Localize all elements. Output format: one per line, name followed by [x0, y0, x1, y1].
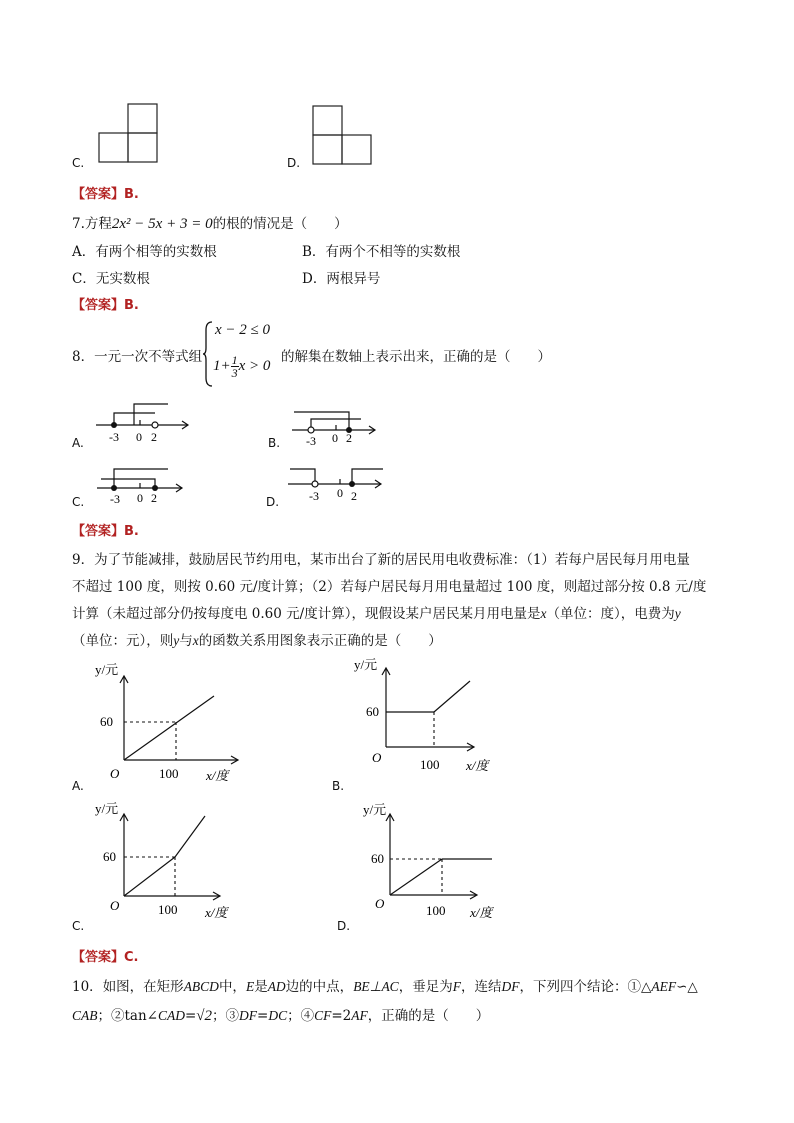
q6-answer: [72, 183, 139, 202]
q8-stem-prefix: 一元一次不等式组: [94, 349, 203, 365]
answer-tag: 【答案】: [72, 187, 125, 202]
q8-option-a-numberline: [92, 400, 192, 446]
q9-var-y: y: [173, 633, 180, 648]
q7-number: 7.: [72, 216, 85, 232]
text: ，垂足为: [398, 979, 453, 995]
q7-stem-prefix: 方程: [84, 216, 112, 232]
y-axis-label: y/元: [95, 662, 119, 677]
origin-label: O: [110, 898, 120, 913]
q9-graph-d: [357, 800, 507, 924]
text: ，下列四个结论：①△: [519, 979, 652, 995]
q8-stem-left: [72, 345, 202, 365]
q8-number: 8．: [72, 349, 95, 365]
y-value-label: 60: [366, 704, 379, 719]
math-var: DF: [239, 1008, 258, 1023]
origin-label: O: [372, 750, 382, 765]
q10-line-1: [72, 975, 698, 995]
math-var: BE⊥AC: [353, 979, 399, 994]
text: ；③: [212, 1008, 240, 1024]
q9-line-4-suffix: 的函数关系用图象表示正确的是（ ）: [198, 633, 442, 649]
q8-inequality-2: [213, 354, 270, 379]
math-var: E: [245, 979, 255, 994]
y-axis-label: y/元: [354, 657, 378, 672]
origin-label: O: [110, 766, 120, 781]
answer-tag: 【答案】: [72, 524, 125, 539]
y-axis-label: y/元: [95, 801, 119, 816]
text: 是: [254, 979, 268, 995]
tick-label: -3: [109, 430, 119, 444]
y-axis-label: y/元: [363, 802, 387, 817]
tick-label: 0: [332, 431, 338, 445]
tick-label: 2: [346, 431, 352, 445]
q7-option-c: C．无实数根: [72, 271, 150, 287]
q8-option-b-label: B.: [268, 436, 281, 450]
tick-label: 2: [151, 491, 157, 505]
q8-ineq2-left: 1+: [213, 357, 231, 374]
q9-line-4: [72, 629, 442, 649]
q8-option-c-numberline: [94, 462, 188, 508]
q10-line-2: [72, 1004, 489, 1025]
q9-line-3-prefix: 计算（未超过部分仍按每度电 0.60 元/度计算），现假设某户居民某月用电量是: [72, 606, 541, 622]
answer-value: B.: [124, 187, 139, 202]
text: ；④: [287, 1008, 315, 1024]
text: =: [257, 1008, 269, 1024]
q8-fraction: [231, 354, 239, 379]
x-value-label: 100: [158, 902, 178, 917]
math-var: CAD: [157, 1008, 185, 1023]
y-value-label: 60: [103, 849, 116, 864]
fraction-denominator: 3: [231, 366, 238, 380]
text: 边的中点，: [285, 979, 354, 995]
q9-line-3: [72, 602, 681, 622]
q6-option-c-figure: [96, 103, 160, 163]
q8-option-a-label: A.: [72, 436, 84, 450]
q9-number: 9．: [72, 552, 95, 568]
q9-line-1-text: 为了节能减排，鼓励居民节约用电，某市出台了新的居民用电收费标准：（1）若每户居民每月用电量: [94, 552, 690, 568]
text: ，连结: [460, 979, 502, 995]
math-var: F: [452, 979, 461, 994]
q9-graph-b: [350, 656, 500, 776]
y-value-label: 60: [100, 714, 113, 729]
q8-option-d-label: D.: [266, 495, 280, 509]
q7-option-d: D．两根异号: [302, 271, 381, 287]
tick-label: 0: [337, 486, 343, 500]
text: ∽△: [676, 979, 698, 995]
x-value-label: 100: [426, 903, 446, 918]
answer-value: B.: [124, 298, 139, 313]
q9-line-4-with: 与: [179, 633, 193, 649]
tick-label: 0: [136, 430, 142, 444]
q6-option-d-label: D.: [287, 156, 301, 170]
math-var: DC: [268, 1008, 288, 1023]
q7-answer: [72, 294, 139, 313]
text: =: [184, 1008, 197, 1024]
q8-answer: [72, 520, 139, 539]
tick-label: -3: [110, 492, 120, 506]
q7-option-b: B．有两个不相等的实数根: [302, 244, 461, 260]
q9-var-y: y: [674, 606, 681, 621]
math-var: CF: [314, 1008, 332, 1023]
q8-option-d-numberline: [285, 464, 387, 510]
q8-option-b-numberline: [289, 404, 381, 450]
answer-tag: 【答案】: [72, 298, 125, 313]
q7-stem: [72, 212, 348, 233]
q7-stem-suffix: 的根的情况是（ ）: [212, 216, 348, 232]
q8-option-c-label: C.: [72, 495, 85, 509]
text: 如图，在矩形: [102, 979, 184, 995]
x-axis-label: x/度: [470, 905, 493, 920]
text: ，正确的是（ ）: [367, 1008, 490, 1024]
q6-option-c-label: C.: [72, 156, 85, 170]
math-var: CAB: [72, 1008, 98, 1023]
q9-var-x: x: [192, 633, 199, 648]
x-axis-label: x/度: [206, 768, 229, 783]
text: ；②tan∠: [97, 1008, 158, 1024]
q9-option-c-label: C.: [72, 919, 85, 933]
math-var: AF: [351, 1008, 368, 1023]
text: 中，: [218, 979, 246, 995]
sqrt-two: √2: [196, 1008, 213, 1024]
answer-value: C.: [124, 950, 139, 965]
q9-option-a-label: A.: [72, 779, 84, 793]
math-var: AD: [267, 979, 286, 994]
x-axis-label: x/度: [466, 758, 489, 773]
text: =2: [331, 1008, 352, 1024]
fraction-numerator: 1: [231, 353, 238, 367]
q9-graph-c: [90, 800, 250, 924]
q9-line-4-prefix: （单位：元），则: [72, 633, 174, 649]
q6-option-d-figure: [311, 105, 375, 165]
answer-value: B.: [124, 524, 139, 539]
q9-line-3-mid: （单位：度），电费为: [546, 606, 675, 622]
q9-var-x: x: [540, 606, 547, 621]
x-axis-label: x/度: [205, 905, 228, 920]
q9-line-2: 不超过 100 度，则按 0.60 元/度计算；（2）若每户居民每月用电量超过 100 度，则超过部分按 0.8 元/度: [72, 579, 707, 595]
y-value-label: 60: [371, 851, 384, 866]
origin-label: O: [375, 896, 385, 911]
x-value-label: 100: [420, 757, 440, 772]
tick-label: -3: [309, 489, 319, 503]
math-var: DF: [501, 979, 520, 994]
tick-label: 2: [151, 430, 157, 444]
q9-option-d-label: D.: [337, 919, 351, 933]
q10-number: 10．: [72, 979, 103, 995]
q8-inequality-1: x − 2 ≤ 0: [215, 322, 271, 338]
answer-tag: 【答案】: [72, 950, 125, 965]
tick-label: 0: [137, 491, 143, 505]
math-var: AEF: [651, 979, 677, 994]
q8-ineq2-right: x > 0: [238, 357, 271, 374]
q7-option-a: A．有两个相等的实数根: [72, 244, 217, 260]
tick-label: 2: [351, 489, 357, 503]
tick-label: -3: [306, 434, 316, 448]
math-var: ABCD: [183, 979, 219, 994]
q9-line-1: [72, 548, 690, 568]
q9-answer: [72, 946, 139, 965]
q9-option-b-label: B.: [332, 779, 345, 793]
q7-equation: 2x² − 5x + 3 = 0: [111, 216, 213, 232]
q8-stem-suffix: 的解集在数轴上表示出来，正确的是（ ）: [281, 349, 551, 365]
q9-graph-a: [90, 660, 250, 790]
x-value-label: 100: [159, 766, 179, 781]
